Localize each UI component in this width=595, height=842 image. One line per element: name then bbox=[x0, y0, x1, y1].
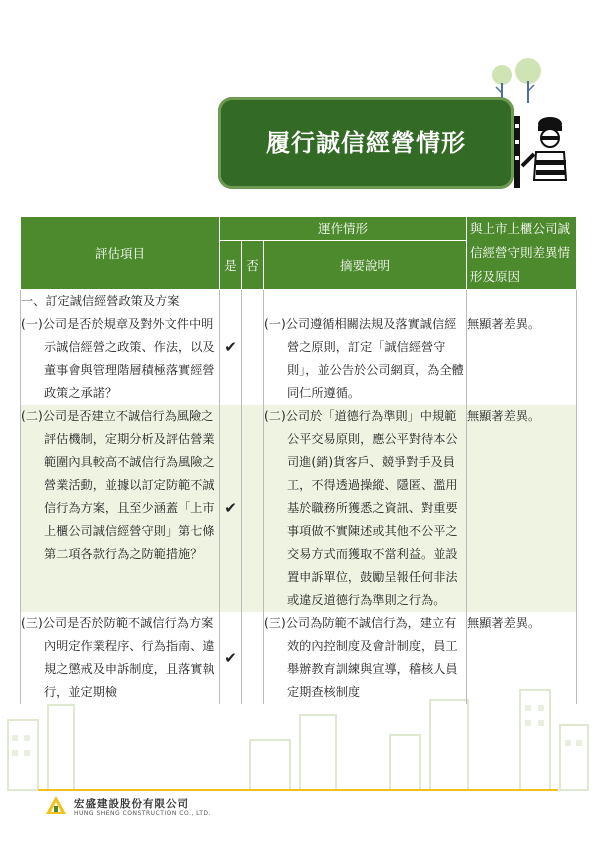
check-mark-icon: ✔ bbox=[220, 290, 242, 406]
header-diff: 與上市上櫃公司誠信經營守則差異情形及原因 bbox=[467, 217, 577, 290]
header-status: 運作情形 bbox=[220, 217, 467, 241]
check-mark-icon: ✔ bbox=[220, 612, 242, 704]
footer-divider bbox=[38, 789, 558, 791]
company-name: 宏盛建設股份有限公司 bbox=[74, 798, 189, 810]
diff-text: 無顯著差異。 bbox=[467, 317, 541, 331]
header-item: 評估項目 bbox=[21, 217, 220, 290]
section-banner bbox=[218, 97, 514, 189]
company-logo-icon bbox=[44, 794, 68, 816]
diff-text: 無顯著差異。 bbox=[467, 409, 541, 423]
summary-text: (一)公司遵循相關法規及落實誠信經營之原則，訂定「誠信經營守則」，並公告於公司網頁，為全體同仁所遵循。 bbox=[264, 317, 464, 400]
company-name-en: HUNG SHENG CONSTRUCTION CO., LTD. bbox=[74, 810, 211, 817]
banner-title: 履行誠信經營情形 bbox=[266, 129, 466, 157]
header-summary: 摘要說明 bbox=[264, 241, 467, 290]
summary-text: (二)公司於「道德行為準則」中規範公平交易原則，應公平對待本公司進(銷)貨客戶、競爭對手及員工，不得透過操縱、隱匿、濫用基於職務所獲悉之資訊、對重要事項做不實陳述或其他不公平之交易方式而獲取不當利益。並設置申訴單位，鼓勵呈報任何非法或違反道德行為準則之行為。 bbox=[264, 409, 458, 607]
section-title: 一、訂定誠信經營政策及方案 bbox=[21, 294, 180, 308]
summary-text: (三)公司為防範不誠信行為，建立有效的內控制度及會計制度，員工舉辦教育訓練與宣導，稽核人員定期查核制度 bbox=[264, 616, 458, 699]
item-text: (三)公司是否於防範不誠信行為方案內明定作業程序、行為指南、違規之懲戒及申訴制度，且落實執行，並定期檢 bbox=[21, 616, 215, 699]
assessment-table bbox=[20, 216, 577, 704]
table-row bbox=[21, 405, 577, 612]
item-text: (二)公司是否建立不誠信行為風險之評估機制，定期分析及評估營業範圍內具較高不誠信行為風險之營業活動，並據以訂定防範不誠信行為方案，且至少涵蓋「上市上櫃公司誠信經營守則」第七條第二項各款行為之防範措施？ bbox=[21, 409, 215, 561]
header-yes: 是 bbox=[220, 241, 242, 290]
diff-text: 無顯著差異。 bbox=[467, 616, 541, 630]
table-row bbox=[21, 612, 577, 704]
header-no: 否 bbox=[242, 241, 264, 290]
table-row bbox=[21, 290, 577, 406]
item-text: (一)公司是否於規章及對外文件中明示誠信經營之政策、作法，以及董事會與管理階層積極落實經營政策之承諾？ bbox=[21, 317, 215, 400]
construction-worker-icon bbox=[512, 110, 572, 190]
check-mark-icon: ✔ bbox=[220, 405, 242, 612]
